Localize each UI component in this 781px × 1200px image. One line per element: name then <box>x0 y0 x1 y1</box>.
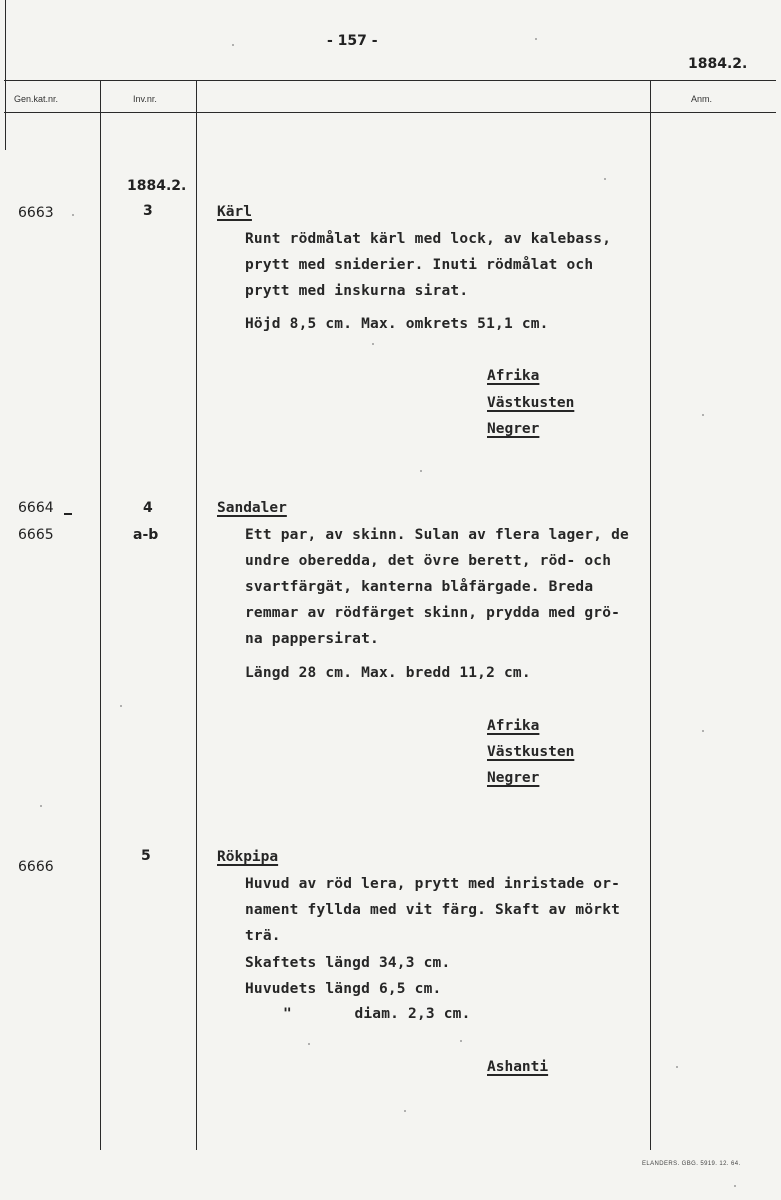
entry-description-line: prytt med sniderier. Inuti rödmålat och <box>245 257 594 273</box>
entry-origin-area: Västkusten <box>487 395 575 411</box>
entry-origin-people: Negrer <box>487 421 540 437</box>
scan-speck <box>120 705 122 707</box>
entry-description-line: Huvud av röd lera, prytt med inristade or- <box>245 876 621 892</box>
entry-measurement-line: Längd 28 cm. Max. bredd 11,2 cm. <box>245 665 531 681</box>
entry-origin-region: Afrika <box>487 718 540 734</box>
entry-gen-number: 6666 <box>18 859 54 875</box>
scan-speck <box>676 1066 678 1068</box>
entry-measurement-line: Huvudets längd 6,5 cm. <box>245 981 442 997</box>
printer-imprint: ELANDERS. GBG. 5919. 12. 64. <box>642 1161 741 1167</box>
entry-title: Rökpipa <box>217 849 279 865</box>
scan-speck <box>404 1110 406 1112</box>
entry-origin-area: Västkusten <box>487 744 575 760</box>
scan-speck <box>460 1040 462 1042</box>
column-header-inv-nr: Inv.nr. <box>133 94 157 104</box>
entry-description-line: Ett par, av skinn. Sulan av flera lager, de <box>245 527 629 543</box>
page-number: - 157 - <box>327 33 378 49</box>
entry-description-line: remmar av rödfärget skinn, prydda med grö- <box>245 605 621 621</box>
column-rule-inv-desc <box>196 80 197 1150</box>
entry-description-line: na pappersirat. <box>245 631 379 647</box>
entry-description-line: prytt med inskurna sirat. <box>245 283 469 299</box>
entry-measurement-line: " diam. 2,3 cm. <box>283 1006 471 1022</box>
entry-origin-people: Negrer <box>487 770 540 786</box>
header-rule-top <box>4 80 776 81</box>
column-header-anm: Anm. <box>691 94 713 104</box>
entry-inv-number: 5 <box>141 848 151 864</box>
entry-description-line: trä. <box>245 928 281 944</box>
entry-origin-region: Afrika <box>487 368 540 384</box>
scan-speck <box>604 178 606 180</box>
gen-number-mark <box>64 513 72 515</box>
entry-gen-number: 6665 <box>18 527 54 543</box>
entry-title: Kärl <box>217 204 252 220</box>
entry-inv-number: 3 <box>143 203 153 219</box>
left-page-edge <box>5 0 6 150</box>
entry-description-line: nament fyllda med vit färg. Skaft av mörkt <box>245 902 621 918</box>
column-rule-desc-anm <box>650 80 651 1150</box>
entry-measurement-line: Höjd 8,5 cm. Max. omkrets 51,1 cm. <box>245 316 549 332</box>
scan-speck <box>232 44 234 46</box>
entry-inv-subnumber: a-b <box>133 527 159 543</box>
entry-gen-number: 6663 <box>18 205 54 221</box>
scan-speck <box>702 730 704 732</box>
scan-speck <box>535 38 537 40</box>
scan-speck <box>702 414 704 416</box>
entry-gen-number: 6664 <box>18 500 54 516</box>
group-accession-label: 1884.2. <box>127 178 187 194</box>
scan-speck <box>308 1043 310 1045</box>
entry-title: Sandaler <box>217 500 287 516</box>
entry-description-line: Runt rödmålat kärl med lock, av kalebass, <box>245 231 612 247</box>
scan-speck <box>372 343 374 345</box>
header-rule-bottom <box>4 112 776 113</box>
entry-description-line: svartfärgät, kanterna blåfärgade. Breda <box>245 579 594 595</box>
entry-description-line: undre oberedda, det övre berett, röd- och <box>245 553 612 569</box>
entry-inv-number: 4 <box>143 500 153 516</box>
scan-speck <box>420 470 422 472</box>
scan-speck <box>72 214 74 216</box>
column-header-gen-kat-nr: Gen.kat.nr. <box>14 94 59 104</box>
accession-number: 1884.2. <box>688 56 748 72</box>
scan-speck <box>734 1185 736 1187</box>
entry-origin-people: Ashanti <box>487 1059 549 1075</box>
column-rule-gen-inv <box>100 80 101 1150</box>
scan-speck <box>40 805 42 807</box>
entry-measurement-line: Skaftets längd 34,3 cm. <box>245 955 451 971</box>
